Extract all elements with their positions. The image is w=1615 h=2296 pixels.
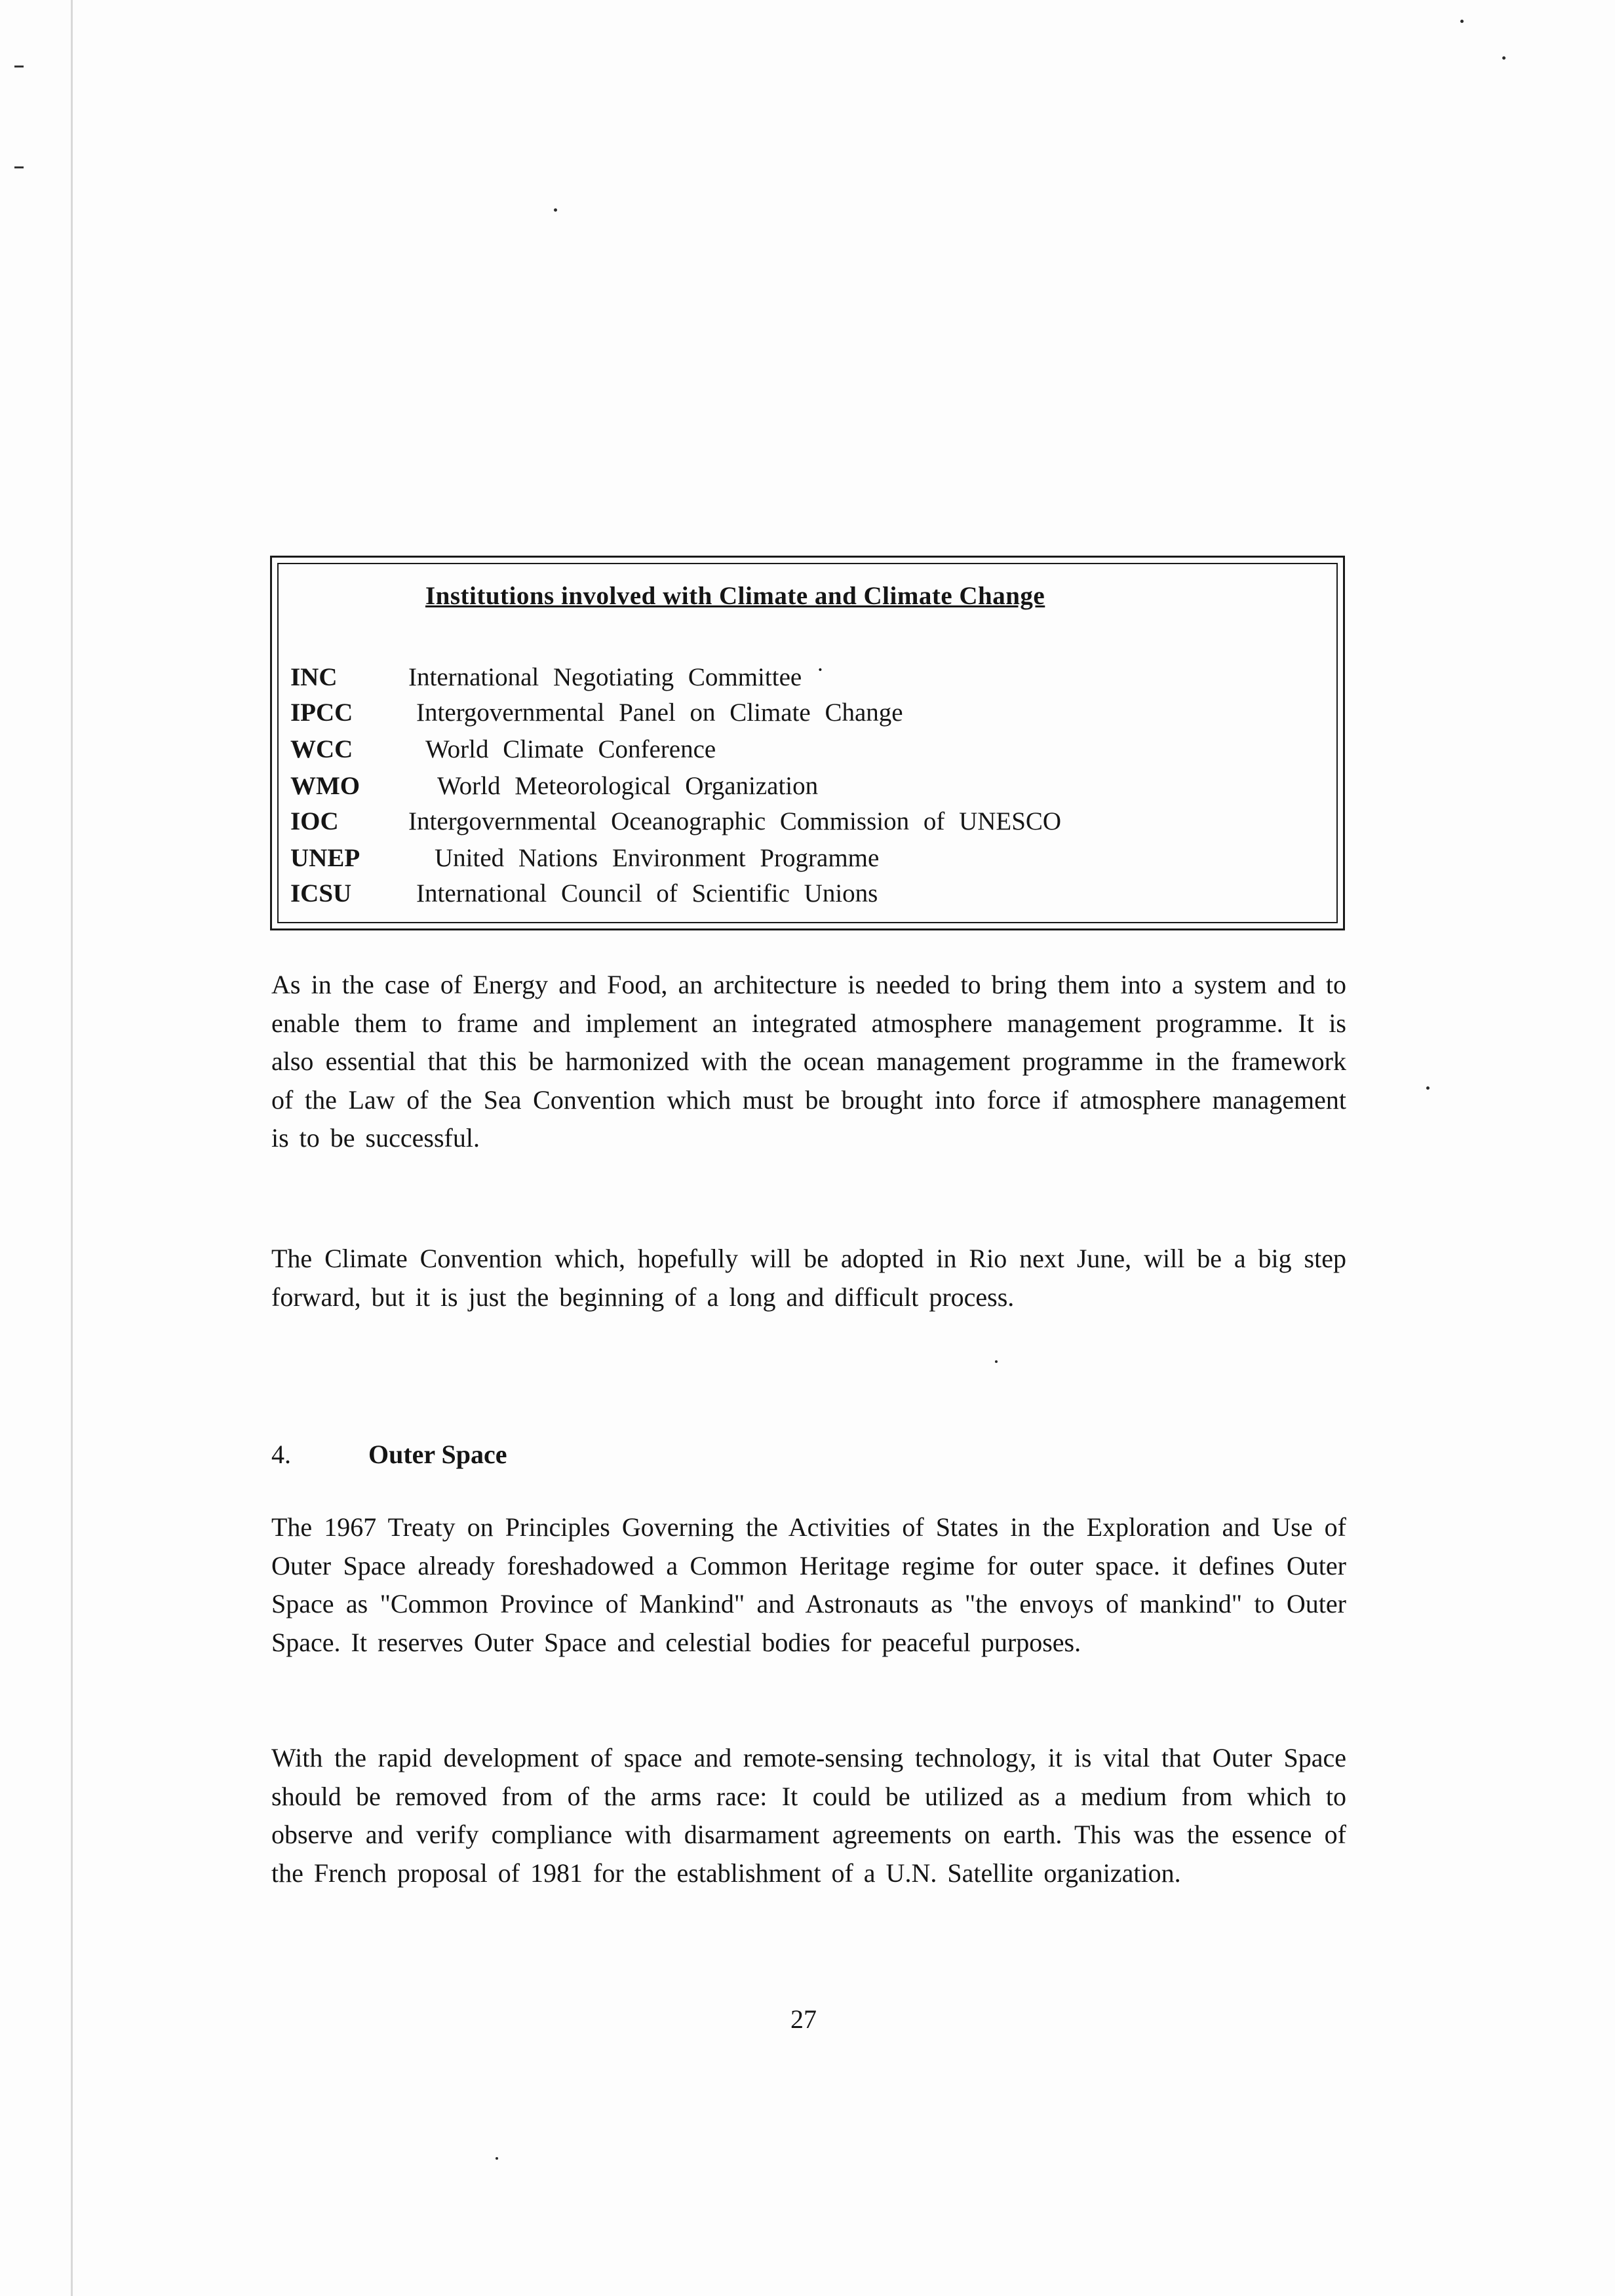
institutions-title: Institutions involved with Climate and Climate Change bbox=[425, 582, 1045, 610]
scan-speck bbox=[496, 2157, 498, 2160]
institution-row bbox=[290, 879, 878, 908]
institution-row bbox=[290, 771, 818, 801]
scan-mark bbox=[14, 66, 24, 67]
institution-abbr: IPCC bbox=[290, 698, 353, 727]
scan-speck bbox=[1460, 20, 1464, 23]
paragraph-remote-sensing: With the rapid development of space and remote-sensing technology, it is vital that Outer Space should be removed from of the arms race: It could be utilized as a medium from which to observe and verify compliance with disarmament agreements on earth. This was the essence of the French proposal of 1981 for the establishment of a U.N. Satellite organization. bbox=[271, 1743, 1346, 1888]
scan-speck bbox=[1502, 56, 1506, 60]
section-title: Outer Space bbox=[368, 1440, 507, 1469]
left-margin-line bbox=[71, 0, 73, 2296]
scan-speck bbox=[1426, 1086, 1430, 1090]
institution-abbr: INC bbox=[290, 663, 338, 691]
scan-speck bbox=[554, 208, 557, 212]
institution-name: World Climate Conference bbox=[425, 735, 716, 763]
institution-abbr: WCC bbox=[290, 735, 353, 763]
institution-name: World Meteorological Organization bbox=[437, 772, 819, 800]
institutions-box bbox=[270, 556, 1345, 930]
institution-row bbox=[290, 807, 1061, 836]
institution-name: Intergovernmental Oceanographic Commission of UNESCO bbox=[408, 807, 1062, 835]
institution-row bbox=[290, 698, 903, 727]
institution-row bbox=[290, 662, 825, 692]
institution-name: United Nations Environment Programme bbox=[435, 844, 880, 872]
institution-abbr: UNEP bbox=[290, 844, 360, 872]
paragraph-outer-space-treaty: The 1967 Treaty on Principles Governing the Activities of States in the Exploration and Use of Outer Space already foreshadowed a Common Heritage regime for outer space. it defines Outer Space as "Common Province of Mankind" and Astronauts as "the envoys of mankind" to Outer Space. It reserves Outer Space and celestial bodies for peaceful purposes. bbox=[271, 1512, 1346, 1657]
institution-name: Intergovernmental Panel on Climate Change bbox=[416, 698, 903, 727]
institution-abbr: WMO bbox=[290, 772, 360, 800]
paragraph-architecture: As in the case of Energy and Food, an architecture is needed to bring them into a system and to enable them to frame and implement an integrated atmosphere management programme. It is also essential that this be harmonized with the ocean management programme in the framework of the Law of the Sea Convention which must be brought into force if atmosphere management is to be successful. bbox=[271, 970, 1346, 1153]
institution-row bbox=[290, 843, 879, 873]
scan-speck bbox=[995, 1360, 998, 1363]
scan-mark bbox=[14, 166, 24, 168]
institution-abbr: ICSU bbox=[290, 879, 352, 908]
institution-name: International Negotiating Committee ˙ bbox=[408, 663, 825, 691]
institution-abbr: IOC bbox=[290, 807, 339, 835]
section-number: 4. bbox=[271, 1440, 291, 1469]
paragraph-climate-convention: The Climate Convention which, hopefully will be adopted in Rio next June, will be a big step forward, but it is just the beginning of a long and difficult process. bbox=[271, 1244, 1346, 1312]
institution-row bbox=[290, 735, 716, 764]
page-number: 27 bbox=[790, 2004, 817, 2034]
institution-name: International Council of Scientific Unions bbox=[416, 879, 878, 908]
